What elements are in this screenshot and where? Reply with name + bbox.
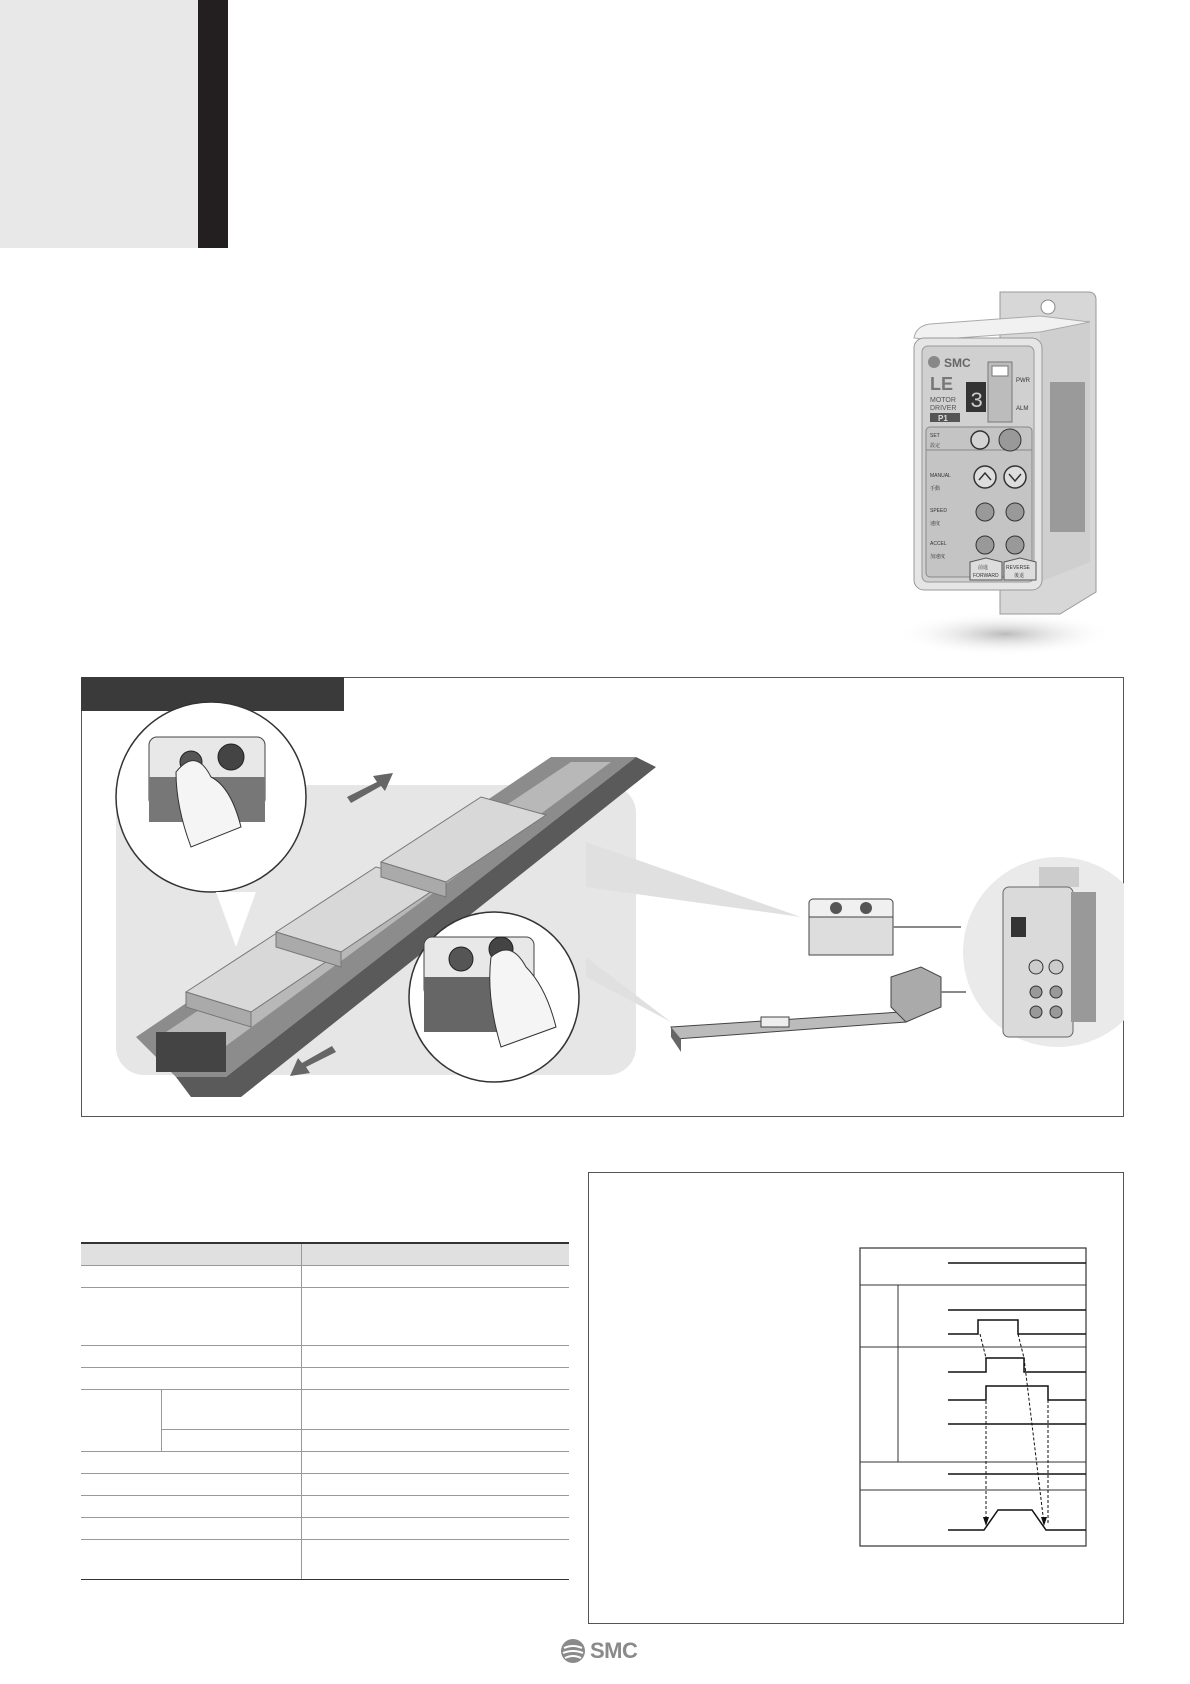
- footer-logo-text: SMC: [590, 1638, 638, 1663]
- svg-text:ACCEL: ACCEL: [930, 541, 947, 547]
- switch-box: [809, 899, 893, 955]
- svg-text:P1: P1: [938, 414, 948, 423]
- svg-text:DRIVER: DRIVER: [930, 405, 957, 412]
- svg-text:REVERSE: REVERSE: [1006, 565, 1030, 571]
- svg-text:SPEED: SPEED: [930, 508, 947, 514]
- table-row: [81, 1539, 569, 1579]
- zoom-circle-left: [116, 702, 306, 947]
- driver-zoom-circle: [963, 857, 1124, 1047]
- svg-text:速度: 速度: [930, 521, 941, 527]
- table-row: [81, 1473, 569, 1495]
- table-row: [81, 1287, 569, 1345]
- zoom-circle-right: [409, 912, 579, 1082]
- product-brand-text: SMC: [944, 356, 971, 370]
- svg-text:前進: 前進: [978, 565, 989, 571]
- svg-text:MANUAL: MANUAL: [930, 473, 951, 479]
- table-header-row: [81, 1243, 569, 1265]
- table-row: [81, 1495, 569, 1517]
- svg-text:SET: SET: [930, 433, 940, 439]
- smc-logo-icon: [560, 1638, 586, 1664]
- table-row: [81, 1265, 569, 1287]
- motor-driver-photo: [890, 262, 1130, 662]
- table-row: [81, 1451, 569, 1473]
- svg-text:加速度: 加速度: [930, 554, 946, 560]
- table-row: [81, 1517, 569, 1539]
- motor-driver-illustration: [890, 262, 1130, 662]
- header-corner-black: [198, 0, 228, 248]
- table-row: [81, 1345, 569, 1367]
- table-row: [81, 1367, 569, 1389]
- timing-chart: [588, 1172, 1124, 1624]
- header-corner-grey: [0, 0, 198, 248]
- svg-text:設定: 設定: [930, 443, 941, 449]
- svg-text:FORWARD: FORWARD: [973, 573, 999, 579]
- svg-text:MOTOR: MOTOR: [930, 397, 956, 404]
- arrow-forward-icon: [347, 773, 393, 803]
- svg-text:PWR: PWR: [1016, 378, 1030, 384]
- electric-actuator: [671, 967, 941, 1052]
- svg-text:手動: 手動: [930, 486, 941, 492]
- table-row: [81, 1389, 569, 1429]
- product-model-text: LE: [930, 374, 954, 394]
- application-example-illustration: [81, 677, 1124, 1117]
- svg-text:ALM: ALM: [1016, 406, 1029, 412]
- svg-text:後退: 後退: [1014, 573, 1025, 579]
- footer-logo: [560, 1635, 646, 1667]
- specification-table: [81, 1242, 569, 1580]
- product-display: 3: [970, 389, 984, 414]
